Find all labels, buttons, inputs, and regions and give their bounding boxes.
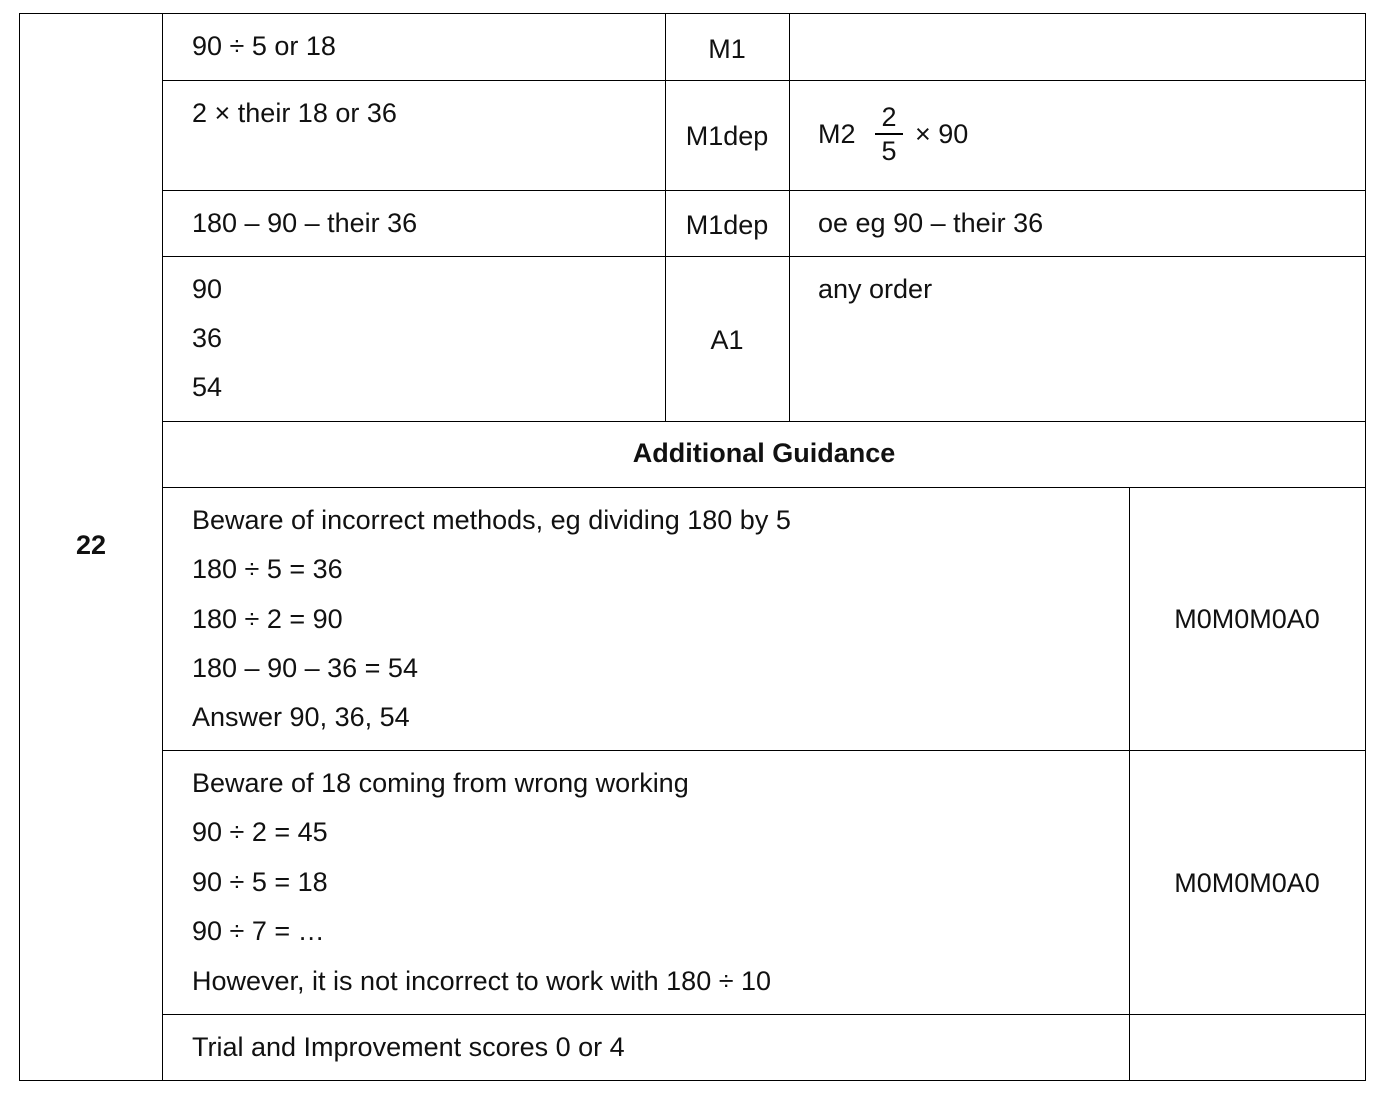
working-line: 90 <box>192 274 223 304</box>
guidance-line: 90 ÷ 5 = 18 <box>192 867 328 897</box>
guidance-line: 180 ÷ 2 = 90 <box>192 604 343 634</box>
working-line: 36 <box>192 323 223 353</box>
comment-line: any order <box>818 274 933 304</box>
working-line: 90 ÷ 5 or 18 <box>192 31 336 61</box>
fraction-numerator: 2 <box>881 102 897 132</box>
guidance-line: 180 ÷ 5 = 36 <box>192 554 343 584</box>
mark-code: M1 <box>708 34 746 64</box>
guidance-title: Additional Guidance <box>632 438 896 468</box>
guidance-line: Trial and Improvement scores 0 or 4 <box>192 1032 625 1062</box>
fraction <box>875 102 903 166</box>
mark-code: M1dep <box>685 121 769 151</box>
guidance-line: Answer 90, 36, 54 <box>192 702 410 732</box>
working-line: 180 – 90 – their 36 <box>192 208 418 238</box>
guidance-line: Beware of incorrect methods, eg dividing 180 by 5 <box>192 505 791 535</box>
fraction-denominator: 5 <box>881 136 897 166</box>
guidance-marks: M0M0M0A0 <box>1174 604 1320 634</box>
working-line: 2 × their 18 or 36 <box>192 98 397 128</box>
guidance-line: Beware of 18 coming from wrong working <box>192 768 689 798</box>
alt-suffix: × 90 <box>915 119 969 149</box>
alt-prefix: M2 <box>818 119 856 149</box>
fraction-bar <box>875 133 903 135</box>
working-line: 54 <box>192 372 223 402</box>
guidance-line: However, it is not incorrect to work with 180 ÷ 10 <box>192 966 772 996</box>
guidance-line: 180 – 90 – 36 = 54 <box>192 653 418 683</box>
guidance-line: 90 ÷ 2 = 45 <box>192 817 328 847</box>
comment-line: oe eg 90 – their 36 <box>818 208 1044 238</box>
mark-code: M1dep <box>685 210 769 240</box>
guidance-line: 90 ÷ 7 = … <box>192 916 325 946</box>
question-number: 22 <box>75 530 107 560</box>
guidance-marks: M0M0M0A0 <box>1174 868 1320 898</box>
mark-code: A1 <box>710 325 744 355</box>
